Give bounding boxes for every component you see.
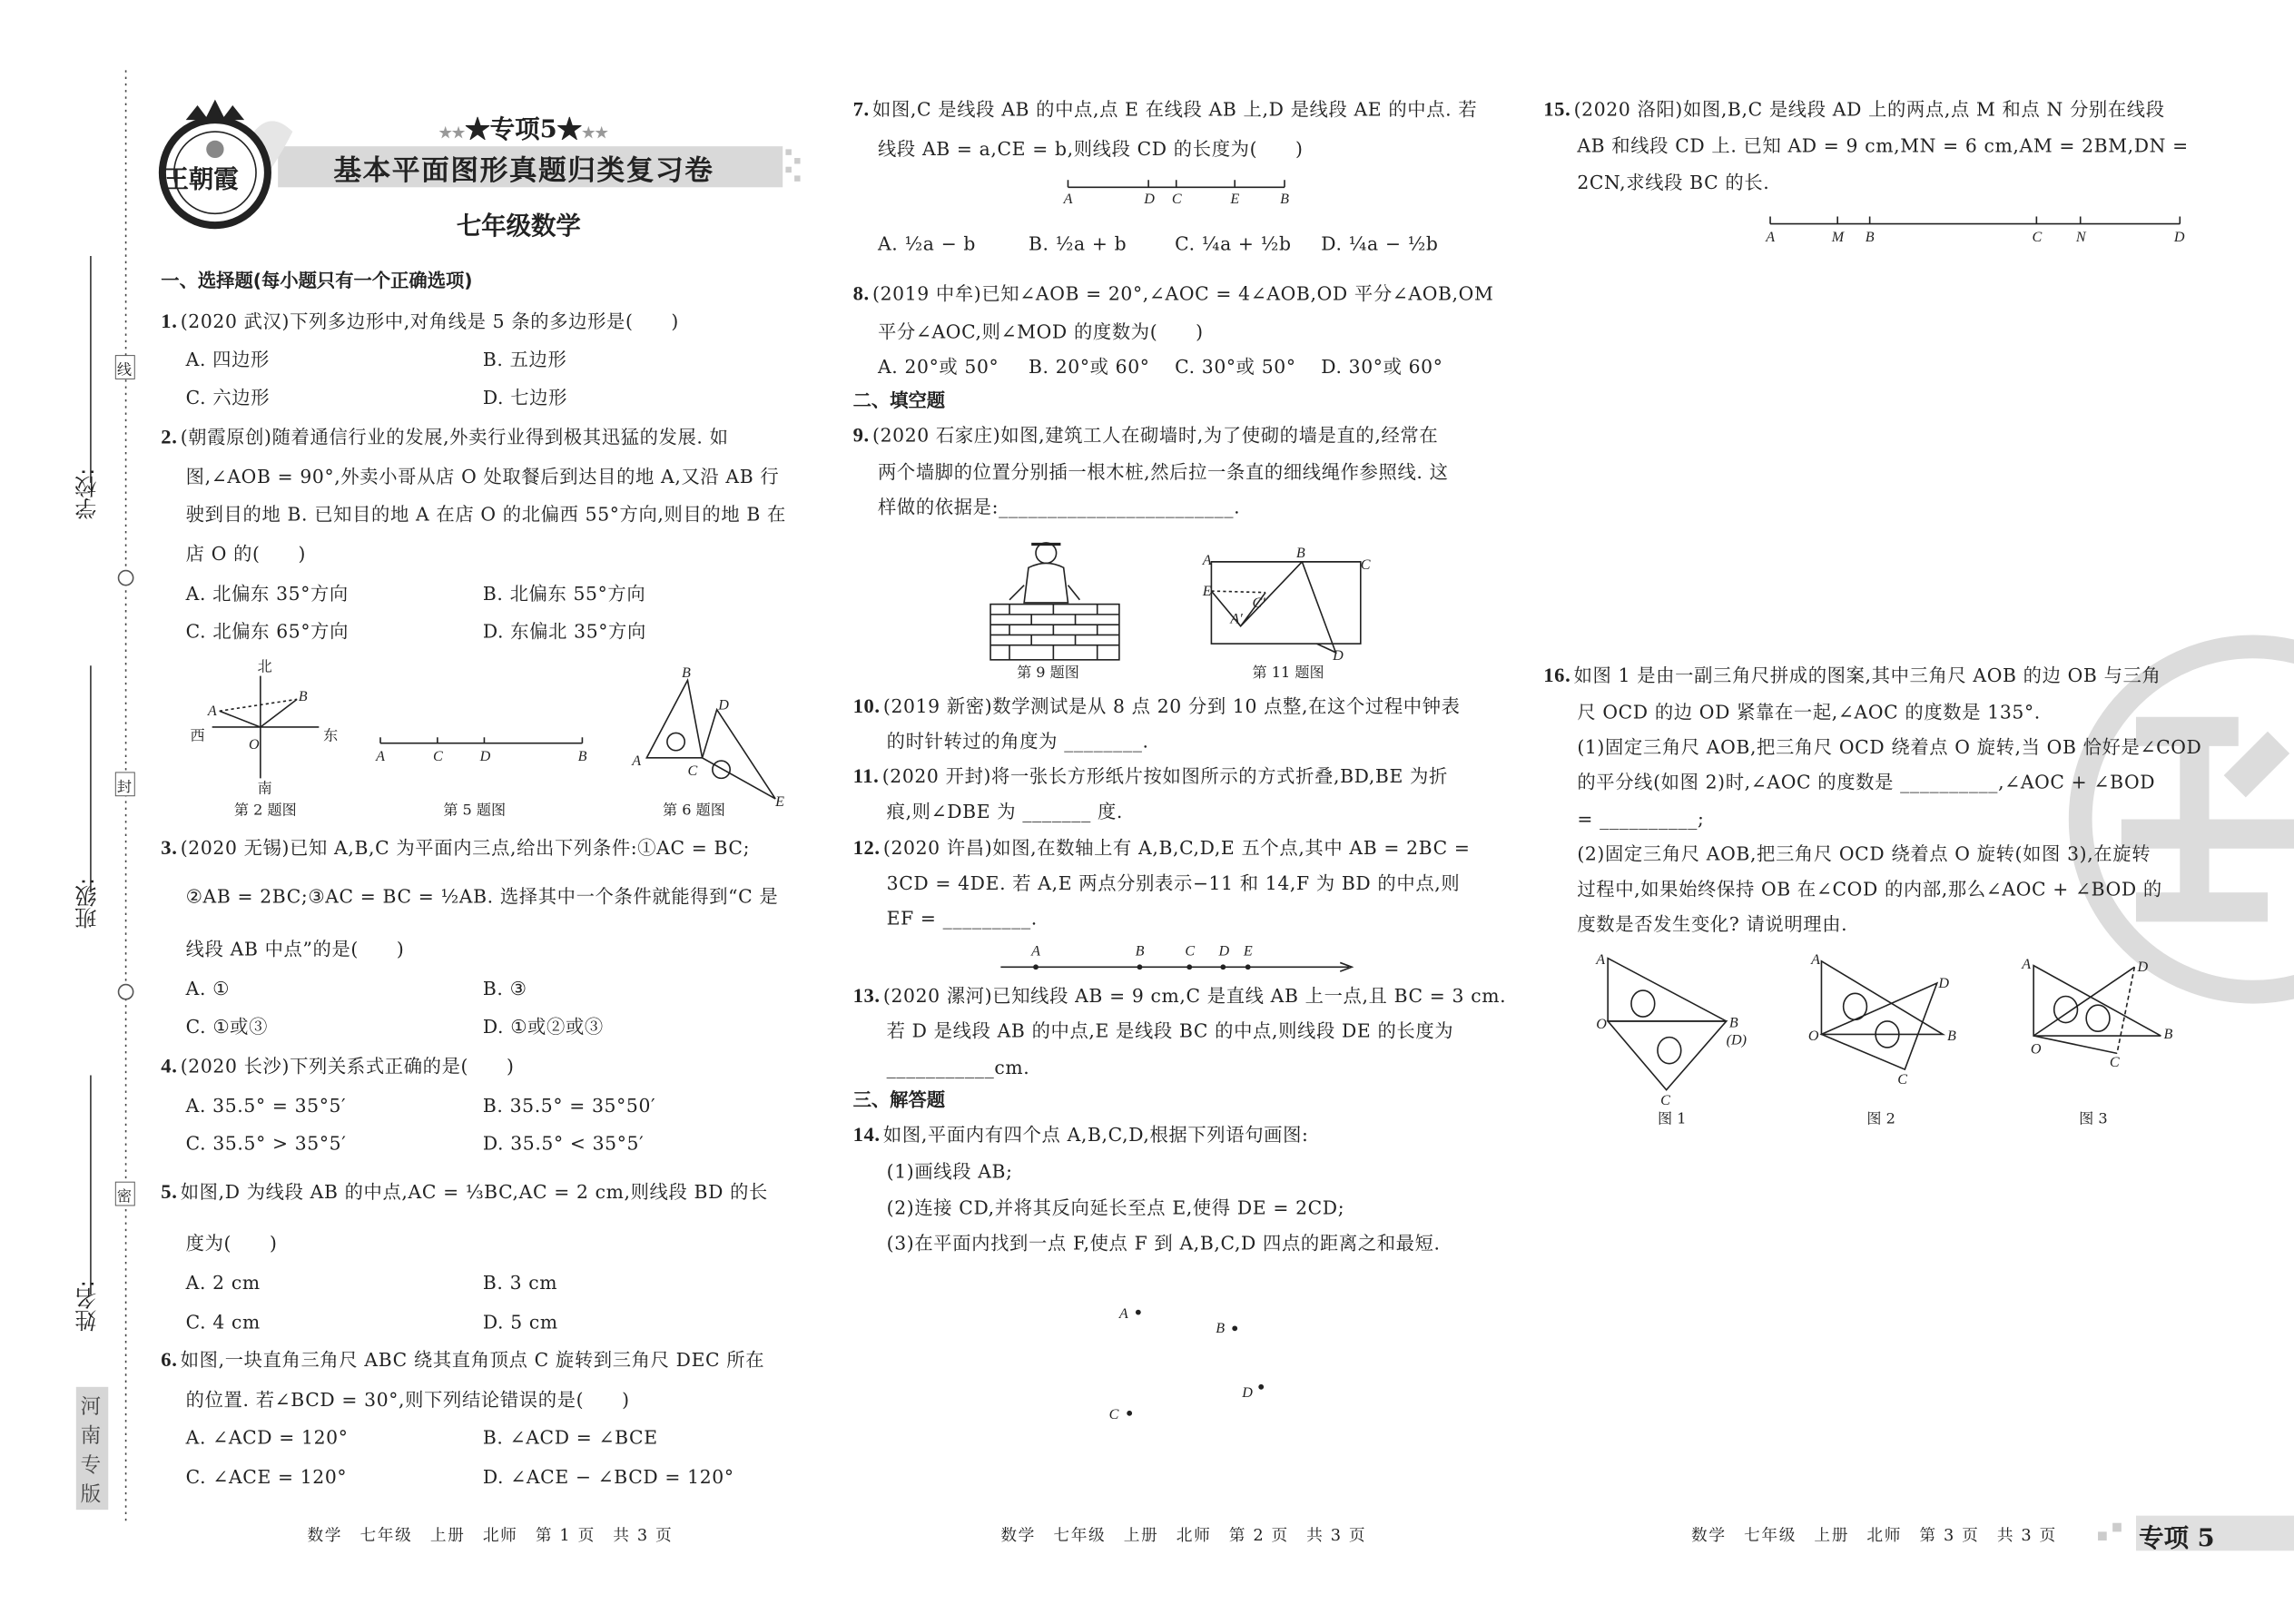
question-text: (2020 漯河)已知线段 AB = 9 cm,C 是直线 AB 上一点,且 BC = 3 cm. [882, 984, 1507, 1007]
corner-badge-text: 专项 5 [2139, 1524, 2215, 1554]
page-subtitle: 七年级数学 [456, 212, 581, 241]
question-text: ②AB = 2BC;③AC = BC = ½AB. 选择其中一个条件就能得到“C 是 [185, 885, 779, 908]
footer-page-2: 数学 七年级 上册 北师 第 2 页 共 3 页 [1000, 1525, 1367, 1545]
fig11-label: D [1333, 647, 1344, 664]
question-text: = __________; [1577, 807, 1705, 830]
fig16-label: C [1897, 1072, 1908, 1088]
answer-option: A. ① [185, 977, 231, 999]
answer-option: C. ①或③ [185, 1015, 269, 1038]
question-text: (2020 长沙)下列关系式正确的是( ) [180, 1054, 515, 1078]
question-text: 2CN,求线段 BC 的长. [1577, 171, 1770, 193]
fig5-label: B [577, 749, 587, 765]
figure-q11-labels [1202, 546, 1371, 664]
question-text: 如图 1 是由一副三角尺拼成的图案,其中三角尺 AOB 的边 OB 与三角 [1573, 664, 2161, 686]
question-text: (2020 无锡)已知 A,B,C 为平面内三点,给出下列条件:①AC = BC; [180, 836, 751, 860]
answer-option: A. ∠ACD = 120° [185, 1426, 349, 1449]
fig7-label: B [1280, 192, 1290, 208]
fig5-label: A [376, 749, 386, 765]
answer-option: B. ③ [482, 977, 527, 999]
seal-mark-seal: 封 [116, 779, 133, 796]
answer-option: C. 35.5° > 35°5′ [185, 1132, 347, 1155]
figure-q11 [1211, 562, 1360, 653]
question-text: (2020 武汉)下列多边形中,对角线是 5 条的多边形是( ) [180, 310, 679, 332]
caption-fig6: 第 6 题图 [663, 802, 725, 820]
caption-fig16-3: 图 3 [2079, 1111, 2108, 1128]
fig16-label: A [1811, 952, 1821, 969]
figure-q12-number-line [1000, 943, 1352, 971]
fig12-label: B [1135, 943, 1145, 960]
question-text: 如图,平面内有四个点 A,B,C,D,根据下列语句画图: [882, 1123, 1309, 1146]
fig16-label: A [2022, 956, 2032, 972]
answer-option: A. ½a − b [877, 232, 977, 255]
question-text: 驶到目的地 B. 已知目的地 A 在店 O 的北偏西 55°方向,则目的地 B 在 [185, 503, 786, 526]
fig15-label: B [1865, 229, 1875, 245]
fig16-label: D [2137, 960, 2149, 976]
figure-q14-points [1109, 1306, 1265, 1422]
fig16-label: A [1596, 952, 1606, 969]
question-text: 的平分线(如图 2)时,∠AOC 的度数是 __________,∠AOC + ∠BOD [1577, 771, 2156, 793]
fig6-label: E [775, 793, 784, 810]
question-text: 线段 AB = a,CE = b,则线段 CD 的长度为( ) [877, 137, 1304, 160]
answer-option: D. 5 cm [482, 1311, 558, 1334]
fig16-label: O [1596, 1016, 1607, 1032]
fig15-label: A [1766, 229, 1776, 245]
question-number: 15. [1543, 99, 1571, 122]
question-text: 如图,C 是线段 AB 的中点,点 E 在线段 AB 上,D 是线段 AE 的中点. 若 [872, 97, 1478, 121]
fig11-label: C [1360, 556, 1371, 573]
fig6-label: A [632, 753, 642, 769]
question-text: EF = _________. [886, 907, 1038, 930]
fig11-label: C′ [1252, 595, 1265, 611]
caption-fig11: 第 11 题图 [1252, 665, 1324, 683]
answer-option: C. 4 cm [185, 1311, 261, 1334]
question-text: (2)连接 CD,并将其反向延长至点 E,使得 DE = 2CD; [886, 1196, 1345, 1219]
fig16-label: B [1728, 1015, 1738, 1031]
fig15-label: N [2075, 229, 2086, 245]
fig2-label: O [248, 737, 260, 753]
answer-option: B. 北偏东 55°方向 [482, 582, 646, 605]
answer-option: C. ∠ACE = 120° [185, 1465, 348, 1489]
fig11-label: A′ [1230, 611, 1243, 627]
answer-option: D. ¼a − ½b [1321, 232, 1439, 255]
fig16-label: C [2109, 1054, 2120, 1070]
fig12-label: E [1243, 943, 1253, 960]
fig16-label: O [2030, 1041, 2042, 1058]
question-text: 的位置. 若∠BCD = 30°,则下列结论错误的是( ) [185, 1388, 630, 1411]
answer-option: B. 3 cm [482, 1271, 558, 1294]
question-text: (2019 中牟)已知∠AOB = 20°,∠AOC = 4∠AOB,OD 平分∠AOB,OM [872, 282, 1494, 305]
corner-badge [2092, 1516, 2294, 1554]
fig6-label: C [687, 763, 698, 780]
fig2-label: 南 [257, 781, 272, 797]
fig6-label: B [682, 665, 691, 682]
fig12-label: C [1185, 943, 1196, 960]
page-title: 基本平面图形真题归类复习卷 [333, 154, 714, 188]
question-text: ___________cm. [886, 1056, 1030, 1078]
class-label: 班级: [73, 877, 100, 930]
answer-option: D. ∠ACE − ∠BCD = 120° [482, 1465, 734, 1489]
question-number: 8. [852, 283, 870, 306]
answer-option: A. 2 cm [185, 1271, 261, 1294]
fig7-label: D [1144, 192, 1155, 208]
caption-fig16-2: 图 2 [1866, 1111, 1895, 1128]
answer-option: D. 七边形 [482, 386, 568, 408]
fig16-label: B [2163, 1027, 2173, 1043]
section-solve: 三、解答题 [852, 1088, 946, 1111]
fig16-label: O [1807, 1028, 1819, 1044]
question-text: 线段 AB 中点”的是( ) [185, 938, 405, 960]
question-text: 图,∠AOB = 90°,外卖小哥从店 O 处取餐后到达目的地 A,又沿 AB 行 [185, 465, 780, 487]
question-number: 3. [161, 838, 178, 861]
school-label: 学校: [73, 468, 100, 520]
fig15-label: M [1831, 229, 1845, 245]
fig12-label: D [1218, 943, 1230, 960]
fig7-label: A [1063, 192, 1073, 208]
answer-option: B. 20°或 60° [1028, 355, 1150, 378]
question-text: 的时针转过的角度为 ________. [886, 730, 1149, 753]
figure-q2 [191, 659, 340, 797]
answer-option: C. 北偏东 65°方向 [185, 620, 350, 643]
figure-q7 [1063, 180, 1290, 207]
question-text: 度数是否发生变化? 请说明理由. [1577, 912, 1848, 935]
question-number: 1. [161, 311, 178, 334]
section-multiple-choice: 一、选择题(每小题只有一个正确选项) [161, 269, 473, 291]
fig14-label: B [1216, 1321, 1226, 1337]
question-number: 4. [161, 1056, 178, 1078]
fig2-label: 东 [323, 728, 339, 744]
caption-fig9: 第 9 题图 [1017, 665, 1079, 683]
caption-fig16-1: 图 1 [1657, 1111, 1687, 1128]
name-label: 姓名: [73, 1280, 100, 1332]
question-text: 3CD = 4DE. 若 A,E 两点分别表示−11 和 14,F 为 BD 的中点,则 [886, 871, 1461, 894]
figure-q15 [1765, 217, 2185, 245]
fig2-label: B [298, 688, 308, 704]
answer-option: D. ①或②或③ [482, 1015, 604, 1038]
answer-option: D. 35.5° < 35°5′ [482, 1132, 645, 1155]
question-text: 尺 OCD 的边 OD 紧靠在一起,∠AOC 的度数是 135°. [1577, 700, 2041, 723]
question-text: (2020 洛阳)如图,B,C 是线段 AD 上的两点,点 M 和点 N 分别在线段 [1573, 97, 2165, 121]
question-number: 6. [161, 1350, 178, 1373]
fig2-label: 北 [257, 659, 272, 675]
fig14-label: A [1118, 1306, 1128, 1323]
question-text: AB 和线段 CD 上. 已知 AD = 9 cm,MN = 6 cm,AM = 2BM,DN = [1577, 134, 2189, 157]
figure-q6 [646, 680, 775, 799]
question-number: 16. [1543, 665, 1571, 688]
answer-option: A. 20°或 50° [877, 355, 999, 378]
edition-badge: 河南专版 [80, 1395, 102, 1507]
question-text: 若 D 是线段 AB 的中点,E 是线段 BC 的中点,则线段 DE 的长度为 [886, 1019, 1454, 1042]
figure-q5 [375, 737, 586, 764]
answer-option: C. 六边形 [185, 386, 271, 408]
footer-page-3: 数学 七年级 上册 北师 第 3 页 共 3 页 [1691, 1525, 2057, 1545]
fig2-label: A [207, 704, 217, 720]
answer-option: B. ½a + b [1028, 232, 1127, 255]
answer-option: C. ¼a + ½b [1175, 232, 1292, 255]
fig11-label: A [1202, 553, 1212, 569]
fig16-label: C [1660, 1092, 1670, 1108]
question-text: 平分∠AOC,则∠MOD 的度数为( ) [877, 320, 1204, 343]
fig12-label: A [1031, 943, 1041, 960]
fig16-label: (D) [1726, 1032, 1748, 1048]
question-text: 过程中,如果始终保持 OB 在∠COD 的内部,那么∠AOC + ∠BOD 的 [1577, 877, 2162, 901]
question-text: 样做的依据是:________________________. [877, 496, 1241, 518]
question-number: 7. [852, 99, 870, 122]
question-text: (2019 新密)数学测试是从 8 点 20 分到 10 点整,在这个过程中钟表 [882, 694, 1461, 717]
answer-option: B. 五边形 [482, 348, 567, 370]
fig7-label: E [1230, 192, 1240, 208]
answer-option: A. 北偏东 35°方向 [185, 582, 349, 605]
brand-logo-text: 王朝霞 [163, 165, 239, 195]
fig16-label: B [1947, 1028, 1956, 1044]
figure-q16 [1608, 956, 2161, 1090]
question-text: 如图,D 为线段 AB 的中点,AC = ⅓BC,AC = 2 cm,则线段 BD 的长 [180, 1180, 768, 1203]
question-text: (1)固定三角尺 AOB,把三角尺 OCD 绕着点 O 旋转,当 OB 恰好是∠COD [1577, 735, 2202, 758]
question-number: 2. [161, 427, 178, 449]
question-number: 9. [852, 425, 870, 448]
question-text: (2)固定三角尺 AOB,把三角尺 OCD 绕着点 O 旋转(如图 3),在旋转 [1577, 842, 2151, 865]
fig16-label: D [1938, 975, 1950, 991]
caption-fig5: 第 5 题图 [443, 802, 507, 820]
fig15-label: C [2032, 229, 2043, 245]
fig7-label: C [1171, 192, 1182, 208]
answer-option: B. 35.5° = 35°50′ [482, 1094, 656, 1117]
fig5-label: D [479, 749, 491, 765]
question-text: (2020 许昌)如图,在数轴上有 A,B,C,D,E 五个点,其中 AB = 2BC = [882, 836, 1471, 860]
fig5-label: C [433, 749, 443, 765]
question-text: 店 O 的( ) [185, 542, 307, 566]
question-text: (2020 开封)将一张长方形纸片按如图所示的方式折叠,BD,BE 为折 [881, 764, 1448, 788]
question-text: (1)画线段 AB; [886, 1160, 1013, 1183]
answer-option: D. 东偏北 35°方向 [482, 620, 646, 643]
question-number: 5. [161, 1182, 178, 1205]
answer-option: D. 30°或 60° [1321, 355, 1443, 378]
answer-option: A. 35.5° = 35°5′ [185, 1094, 347, 1117]
question-number: 13. [852, 986, 881, 1009]
fig11-label: E [1202, 583, 1212, 599]
footer-page-1: 数学 七年级 上册 北师 第 1 页 共 3 页 [307, 1525, 674, 1545]
question-text: (3)在平面内找到一点 F,使点 F 到 A,B,C,D 四点的距离之和最短. [886, 1231, 1441, 1255]
fig14-label: D [1242, 1385, 1253, 1402]
series-label: ★★★专项5★★★ [438, 115, 608, 145]
figure-q16-labels [1595, 952, 2172, 1108]
answer-option: A. 四边形 [185, 348, 271, 370]
question-text: 度为( ) [185, 1231, 278, 1255]
answer-option: C. 30°或 50° [1175, 355, 1296, 378]
fig2-label: 西 [190, 728, 205, 744]
seal-mark-line: 线 [116, 362, 133, 379]
series-label-text: 专项5 [489, 115, 557, 145]
answer-option: B. ∠ACD = ∠BCE [482, 1426, 658, 1449]
question-number: 14. [852, 1125, 881, 1147]
seal-mark-secret: 密 [116, 1189, 133, 1206]
question-number: 10. [852, 696, 881, 719]
question-text: (2020 石家庄)如图,建筑工人在砌墙时,为了使砌的墙是直的,经常在 [872, 424, 1439, 447]
fig14-label: C [1108, 1407, 1119, 1423]
question-text: 如图,一块直角三角尺 ABC 绕其直角顶点 C 旋转到三角尺 DEC 所在 [180, 1348, 765, 1372]
question-text: 两个墙脚的位置分别插一根木桩,然后拉一条直的细线绳作参照线. 这 [877, 460, 1449, 483]
fig6-label: D [718, 697, 729, 714]
section-fill-blank: 二、填空题 [852, 389, 946, 411]
figure-q9-bricklayer [990, 543, 1119, 660]
question-text: (朝霞原创)随着通信行业的发展,外卖行业得到极其迅猛的发展. 如 [180, 425, 729, 448]
caption-fig2: 第 2 题图 [233, 802, 297, 820]
fig15-label: D [2173, 229, 2185, 245]
question-text: 痕,则∠DBE 为 _______ 度. [886, 800, 1124, 822]
question-number: 11. [852, 766, 880, 789]
question-number: 12. [852, 838, 881, 861]
fig11-label: B [1295, 546, 1305, 562]
